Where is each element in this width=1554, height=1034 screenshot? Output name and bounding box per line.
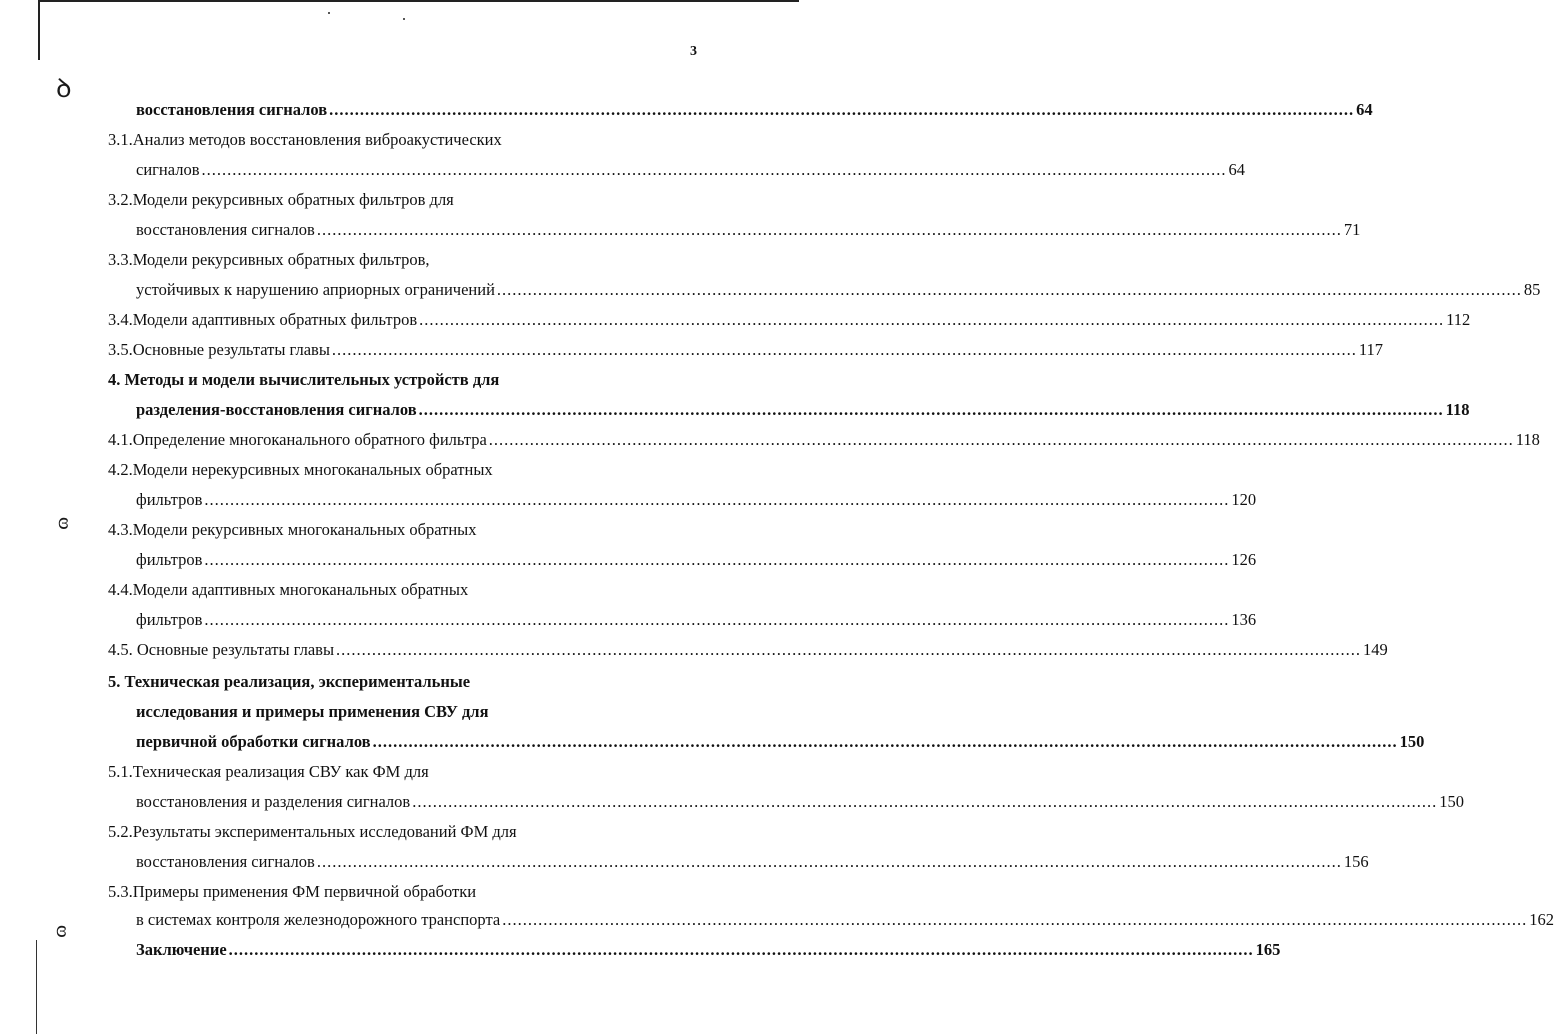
toc-entry [136, 490, 1257, 520]
toc-page-number: 120 [1231, 490, 1257, 509]
toc-entry-title: фильтров [136, 550, 203, 569]
toc-entry-title: 3.3.Модели рекурсивных обратных фильтров, [108, 250, 430, 269]
scan-border-left [38, 0, 40, 60]
toc-entry [136, 280, 1541, 310]
toc-leader-dots: ........................................................................................................................................................................................................ [201, 160, 1227, 179]
scan-edge-line [36, 940, 37, 1034]
toc-entry-title: 5. Техническая реализация, экспериментальные [108, 672, 471, 691]
toc-entry [136, 702, 489, 732]
toc-page-number: 165 [1255, 940, 1281, 959]
scan-border-top [40, 0, 799, 2]
toc-leader-dots: ........................................................................................................................................................................................................ [488, 430, 1514, 449]
toc-page-number: 156 [1343, 852, 1369, 871]
toc-entry [136, 400, 1470, 430]
toc-entry [108, 250, 430, 280]
toc-leader-dots: ........................................................................................................................................................................................................ [316, 852, 1342, 871]
toc-entry-title: 3.4.Модели адаптивных обратных фильтров [108, 310, 418, 329]
toc-entry-title: 3.1.Анализ методов восстановления виброакустических [108, 130, 502, 149]
toc-entry [136, 100, 1373, 130]
toc-page-number: 71 [1343, 220, 1361, 239]
punch-hole-mark: ɞ [56, 917, 67, 943]
toc-entry [108, 340, 1384, 370]
toc-leader-dots: ........................................................................................................................................................................................................ [412, 792, 1438, 811]
toc-page-number: 117 [1358, 340, 1384, 359]
toc-page-number: 162 [1529, 910, 1554, 929]
toc-leader-dots: ........................................................................................................................................................................................................ [418, 400, 1444, 419]
toc-entry-title: первичной обработки сигналов [136, 732, 371, 751]
toc-entry-title: восстановления сигналов [136, 220, 315, 239]
toc-page-number: 150 [1399, 732, 1425, 751]
toc-entry-title: восстановления сигналов [136, 100, 328, 119]
toc-leader-dots: ........................................................................................................................................................................................................ [316, 220, 1342, 239]
toc-entry [136, 550, 1257, 580]
toc-leader-dots: ........................................................................................................................................................................................................ [329, 100, 1355, 119]
toc-page-number: 64 [1356, 100, 1373, 119]
punch-hole-mark: ꝺ [56, 74, 72, 103]
toc-entry [108, 310, 1471, 340]
toc-entry [108, 672, 470, 702]
toc-page-number: 136 [1231, 610, 1257, 629]
toc-page-number: 112 [1446, 310, 1471, 329]
toc-entry [136, 852, 1369, 882]
toc-page-number: 150 [1439, 792, 1464, 811]
scan-speck [328, 12, 330, 14]
toc-entry [136, 792, 1464, 822]
toc-entry-title: 4.5. Основные результаты главы [108, 640, 335, 659]
toc-leader-dots: ........................................................................................................................................................................................................ [419, 310, 1445, 329]
toc-entry-title: 5.3.Примеры применения ФМ первичной обработки [108, 882, 477, 901]
toc-entry [108, 460, 493, 490]
toc-entry [108, 640, 1388, 670]
toc-entry [108, 130, 502, 160]
toc-entry-title: исследования и примеры применения СВУ для [136, 702, 489, 721]
toc-leader-dots: ........................................................................................................................................................................................................ [496, 280, 1522, 299]
toc-page-number: 85 [1523, 280, 1541, 299]
toc-entry [136, 940, 1281, 970]
toc-entry [108, 882, 476, 912]
toc-entry [136, 910, 1554, 940]
toc-page-number: 126 [1231, 550, 1257, 569]
toc-entry-title: 4. Методы и модели вычислительных устройств для [108, 370, 500, 389]
toc-leader-dots: ........................................................................................................................................................................................................ [204, 550, 1230, 569]
toc-entry-title: фильтров [136, 490, 203, 509]
toc-entry [108, 190, 454, 220]
punch-hole-mark: ɞ [58, 509, 69, 535]
toc-leader-dots: ........................................................................................................................................................................................................ [336, 640, 1362, 659]
toc-entry [108, 822, 517, 852]
toc-entry [136, 220, 1361, 250]
toc-entry-title: в системах контроля железнодорожного транспорта [136, 910, 501, 929]
toc-entry-title: 5.2.Результаты экспериментальных исследований ФМ для [108, 822, 517, 841]
toc-leader-dots: ........................................................................................................................................................................................................ [204, 610, 1230, 629]
toc-entry-title: 4.3.Модели рекурсивных многоканальных обратных [108, 520, 477, 539]
toc-entry [108, 762, 429, 792]
toc-entry-title: 4.1.Определение многоканального обратного фильтра [108, 430, 487, 449]
toc-entry-title: восстановления и разделения сигналов [136, 792, 411, 811]
toc-entry-title: 3.2.Модели рекурсивных обратных фильтров для [108, 190, 454, 209]
toc-entry-title: восстановления сигналов [136, 852, 315, 871]
toc-leader-dots: ........................................................................................................................................................................................................ [372, 732, 1398, 751]
toc-entry-title: Заключение [136, 940, 227, 959]
toc-entry-title: фильтров [136, 610, 203, 629]
toc-entry-title: 3.5.Основные результаты главы [108, 340, 330, 359]
toc-entry [136, 160, 1245, 190]
toc-leader-dots: ........................................................................................................................................................................................................ [331, 340, 1357, 359]
toc-entry-title: 4.4.Модели адаптивных многоканальных обратных [108, 580, 469, 599]
toc-entry [108, 520, 477, 550]
toc-entry [108, 430, 1540, 460]
toc-leader-dots: ........................................................................................................................................................................................................ [228, 940, 1254, 959]
toc-entry [108, 370, 499, 400]
scan-speck [403, 18, 405, 20]
toc-page-number: 118 [1515, 430, 1540, 449]
page-number: 3 [690, 44, 697, 59]
toc-entry [136, 610, 1257, 640]
toc-leader-dots: ........................................................................................................................................................................................................ [204, 490, 1230, 509]
toc-entry [108, 580, 468, 610]
toc-page-number: 64 [1228, 160, 1245, 179]
toc-entry [136, 732, 1425, 762]
toc-page-number: 149 [1363, 640, 1388, 659]
toc-leader-dots: ........................................................................................................................................................................................................ [502, 910, 1528, 929]
toc-page-number: 118 [1445, 400, 1470, 419]
toc-entry-title: 5.1.Техническая реализация СВУ как ФМ для [108, 762, 429, 781]
toc-entry-title: 4.2.Модели нерекурсивных многоканальных обратных [108, 460, 493, 479]
toc-entry-title: сигналов [136, 160, 200, 179]
toc-entry-title: устойчивых к нарушению априорных ограничений [136, 280, 495, 299]
toc-entry-title: разделения-восстановления сигналов [136, 400, 417, 419]
